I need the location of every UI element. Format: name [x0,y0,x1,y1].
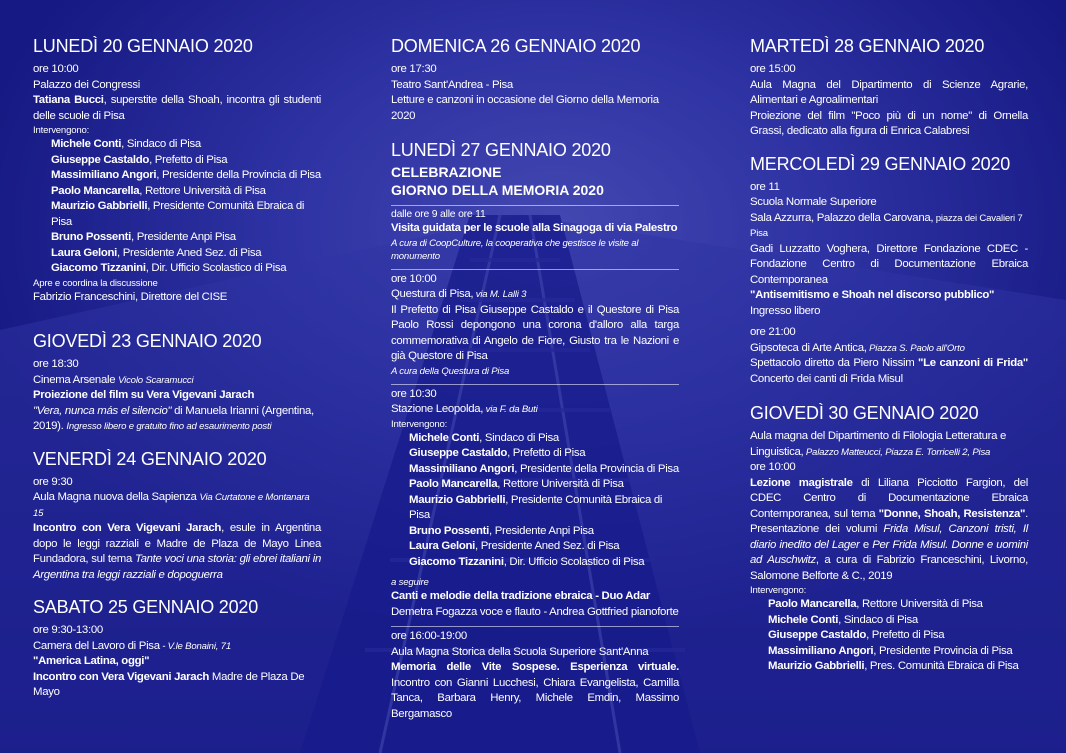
speaker-item [33,261,321,277]
session-time: ore 10:00 [391,272,437,285]
session-description: Il Prefetto di Pisa Giuseppe Castaldo e il Questore di Pisa Paolo Rossi depongono una corona d'alloro alla targa commemorativa di Angelo de Fiore, Giusto tra le Nazioni e già Questore di Pisa [391,303,679,362]
event-description [33,93,321,124]
speaker-name: Giuseppe Castaldo [51,153,150,166]
event-date: GIOVEDÌ 30 GENNAIO 2020 [750,403,979,423]
event-description [33,670,321,701]
speaker-role: , Presidente Comunità Ebraica di Pisa [51,200,305,228]
speaker-role: , Pres. Comunità Ebraica di Pisa [864,660,1019,672]
column-right [750,36,1028,687]
column-center [391,36,679,734]
entry-note: Ingresso libero [750,304,821,317]
speaker-name: Maurizio Gabbrielli [51,200,148,212]
speaker-name: Maurizio Gabbrielli [768,660,865,672]
description-text-3: e [859,538,873,551]
speaker-item [391,446,679,462]
speaker-item [33,184,321,200]
event-theme: Tante voci una storia: gli ebrei italiani in Argentina tra leggi razziali e dopoguerra [33,553,322,581]
speaker-role: , Presidente Comunità Ebraica di Pisa [409,493,663,521]
event-24-jan [33,449,321,584]
event-place [750,429,1028,460]
place-name: Aula Magna nuova della Sapienza [33,491,197,503]
event-25-jan [33,597,321,701]
event-20-jan [33,36,321,305]
description-text: Madre de Plaza De Mayo [33,670,305,698]
event-30-jan [750,403,1028,675]
speaker-role: , Presidente Anpi Pisa [130,231,236,243]
event-date: VENERDÌ 24 GENNAIO 2020 [33,448,267,469]
event-description: Proiezione del film "Poco più di un nome" di Ornella Grassi, dedicato alla figura di Enrica Calabresi [750,109,1028,137]
speaker-item [391,493,679,524]
session-time: ore 21:00 [750,326,796,338]
speaker-item [750,644,1028,660]
event-theme: "Donne, Shoah, Resistenza" [878,507,1026,520]
description-text: , superstite della Shoah, incontra gli studenti delle scuole di Pisa [33,94,321,122]
session-note: A cura di CoopCulture, la cooperativa che gestisce le visite al monumento [391,237,639,262]
speakers-list [33,137,321,277]
place-address: via M. Lalli 3 [473,289,527,300]
description-text: Incontro con Gianni Lucchesi, Chiara Evangelista, Camilla Tanca, Barbara Henry, Michele Emdin, Massimo Bergamasco [391,676,679,720]
room-name: Sala Azzurra, Palazzo della Carovana, [750,211,934,224]
event-27-jan [391,140,679,722]
column-left [33,36,321,713]
speaker-item [33,199,321,230]
event-title: Incontro con Vera Vigevani Jarach [33,522,222,534]
speaker-item [750,613,1028,629]
speaker-name: Michele Conti [768,613,839,626]
place-address: Via Curtatone e Montanara 15 [33,492,310,519]
event-28-jan [750,36,1028,140]
divider [391,205,679,206]
place-name: Gipsoteca di Arte Antica, [750,341,867,354]
event-time: ore 18:30 [33,358,79,370]
guest-name: Tatiana Bucci [33,94,104,106]
speaker-role: , Prefetto di Pisa [149,153,228,166]
speaker-name: Paolo Mancarella [768,598,857,610]
event-title: Lezione magistrale [750,476,853,489]
speaker-name: Massimiliano Angori [51,169,157,181]
speaker-role: , Prefetto di Pisa [866,629,945,641]
speaker-role: , Sindaco di Pisa [121,138,201,150]
event-26-jan [391,36,679,124]
speaker-item [391,524,679,540]
event-29-jan [750,154,1028,388]
divider [391,384,679,385]
speaker-role: , Presidente della Provincia di Pisa [156,169,321,181]
event-time: ore 17:30 [391,63,437,75]
speaker-item [391,555,679,571]
speakers-label: Intervengono: [391,418,448,430]
event-date: MARTEDÌ 28 GENNAIO 2020 [750,36,985,56]
event-room [750,211,1028,242]
event-description: Letture e canzoni in occasione del Giorno della Memoria 2020 [391,94,659,122]
description-text: , esule in Argentina dopo le leggi razziali e Madre de Plaza de Mayo Linea Fundadora, sul tema [33,522,322,565]
speaker-role: , Sindaco di Pisa [479,431,559,444]
session-place [391,402,679,418]
speaker-role: , Presidente Provincia di Pisa [873,644,1013,657]
speaker-name: Massimiliano Angori [768,644,874,657]
speaker-role: , Presidente Aned Sez. di Pisa [117,246,262,259]
follow-label: a seguire [391,577,429,588]
speaker-name: Laura Geloni [409,540,476,552]
speaker-name: Giacomo Tizzanini [51,262,146,274]
event-place: Teatro Sant'Andrea - Pisa [391,78,513,91]
film-title: "Vera, nunca más el silencio" [33,404,172,417]
speaker-item [750,597,1028,613]
speaker-role: , Presidente della Provincia di Pisa [514,462,679,475]
session-description: Demetra Fogazza voce e flauto - Andrea Gottfried pianoforte [391,605,679,618]
description-text-2: Concerto dei canti di Frida Misul [750,372,903,385]
place-address: Palazzo Matteucci, Piazza E. Torricelli 2, Pisa [803,446,991,458]
entry-note: Ingresso libero e gratuito fino ad esaurimento posti [66,421,272,432]
memory-day-heading: GIORNO DELLA MEMORIA 2020 [391,182,604,198]
event-title: "America Latina, oggi" [33,655,150,667]
divider [391,269,679,270]
speaker-item [750,628,1028,644]
event-date: GIOVEDÌ 23 GENNAIO 2020 [33,331,262,351]
speaker-name: Maurizio Gabbrielli [409,493,506,506]
session-place: Aula Magna Storica della Scuola Superiore Sant'Anna [391,645,649,658]
event-date: MERCOLEDÌ 29 GENNAIO 2020 [750,153,1011,174]
session-time: ore 16:00-19:00 [391,630,467,642]
event-place [33,639,321,655]
event-date: LUNEDÌ 27 GENNAIO 2020 [391,140,611,160]
speaker-role: , Sindaco di Pisa [838,613,918,626]
room-address: piazza dei Cavalieri 7 Pisa [750,212,1023,239]
speaker-item [750,659,1028,675]
place-name: Stazione Leopolda, [391,403,484,415]
speaker-name: Massimiliano Angori [409,462,515,475]
event-time: ore 11 [750,180,780,193]
session-title: Canti e melodie della tradizione ebraica - Duo Adar [391,590,650,602]
event-place [33,373,321,389]
event-subtitle: Incontro con Vera Vigevani Jarach [33,670,210,683]
session-note: A cura della Questura di Pisa [391,365,510,377]
speaker-name: Paolo Mancarella [51,184,140,197]
speaker-item [391,539,679,555]
speaker-role: , Rettore Università di Pisa [856,598,983,610]
event-place: Scuola Normale Superiore [750,196,877,208]
speaker-item [391,431,679,447]
event-time: ore 15:00 [750,63,796,75]
speaker-name: Michele Conti [409,431,480,444]
event-place: Aula Magna del Dipartimento di Scienze Agrarie, Alimentari e Agroalimentari [750,78,1028,106]
event-time: ore 10:00 [33,63,79,75]
session-place [391,287,679,303]
speaker-item [391,477,679,493]
speaker-role: , Presidente Aned Sez. di Pisa [475,540,620,552]
speaker-item [33,153,321,169]
description-text: Spettacolo diretto da Piero Nissim [750,357,919,369]
speaker-role: , Prefetto di Pisa [507,447,586,459]
celebration-heading: CELEBRAZIONE [391,164,502,180]
description-text-4: , a cura di Fabrizio Franceschini, Livorno, Salomone Belforte & C., 2019 [750,554,1028,582]
event-time: ore 9:30-13:00 [33,624,103,636]
session-place [750,341,1028,357]
speakers-list [750,597,1028,675]
book-title-2: Per Frida Misul. Donne e uomini ad Auschwitz [750,538,1028,566]
speaker-role: , Rettore Università di Pisa [497,478,624,490]
place-address: via F. da Buti [483,404,538,415]
event-date: SABATO 25 GENNAIO 2020 [33,597,259,617]
session-title: Visita guidata per le scuole alla Sinagoga di via Palestro [391,222,678,234]
event-place: Palazzo dei Congressi [33,78,141,91]
coordinator-label: Apre e coordina la discussione [33,277,158,289]
speaker-item [33,246,321,262]
event-date: DOMENICA 26 GENNAIO 2020 [391,36,641,56]
event-description [33,521,321,583]
coordinator: Fabrizio Franceschini, Direttore del CISE [33,290,228,303]
event-23-jan [33,331,321,435]
place-name: Aula magna del Dipartimento di Filologia Letteratura e Linguistica, [750,430,1007,458]
speaker-role: , Dir. Ufficio Scolastico di Pisa [503,555,645,568]
speaker-name: Michele Conti [51,138,122,150]
event-description [750,476,1028,585]
speaker-name: Paolo Mancarella [409,478,498,490]
speaker-name: Bruno Possenti [51,231,131,243]
speaker-name: Laura Geloni [51,246,118,259]
speaker-item [33,230,321,246]
place-address: Piazza S. Paolo all'Orto [866,342,965,354]
divider [391,626,679,627]
show-title: "Le canzoni di Frida" [918,357,1028,369]
place-address: - V.le Bonaini, 71 [159,640,231,652]
place-name: Camera del Lavoro di Pisa [33,639,160,652]
session-time: dalle ore 9 alle ore 11 [391,209,486,220]
event-place [33,490,321,521]
speaker-role: , Dir. Ufficio Scolastico di Pisa [145,262,287,274]
speaker-item [391,462,679,478]
book-title-1: Frida Misul, Canzoni tristi, Il diario inedito del Lager [750,523,1028,551]
event-time: ore 9:30 [33,475,73,488]
speaker-item [33,137,321,153]
speaker-name: Bruno Possenti [409,524,489,537]
description-text-2: . Presentazione dei volumi [750,507,1028,535]
film-info [33,404,321,435]
event-date: LUNEDÌ 20 GENNAIO 2020 [33,36,253,56]
description-text: di Liliana Picciotto Fargion, del CDEC Centro di Documentazione Ebraica Contemporanea, sul tema [750,476,1028,520]
speaker-name: Giacomo Tizzanini [409,555,504,568]
film-author: di Manuela Irianni (Argentina, 2019). [33,404,314,432]
event-time: ore 10:00 [750,461,796,473]
speaker-name: Giuseppe Castaldo [409,447,508,459]
session-time: ore 10:30 [391,387,437,400]
speaker-name: Giuseppe Castaldo [768,629,867,641]
place-address: Vicolo Scaramucci [118,374,194,386]
session-description [391,660,679,722]
place-name: Questura di Pisa, [391,288,474,300]
event-title: "Antisemitismo e Shoah nel discorso pubblico" [750,289,995,301]
event-title: Proiezione del film su Vera Vigevani Jarach [33,389,255,401]
speaker-role: , Rettore Università di Pisa [139,184,266,197]
speakers-label: Intervengono: [750,585,807,596]
session-title: Memoria delle Vite Sospese. Esperienza virtuale. [391,661,679,673]
speaker-role: , Presidente Anpi Pisa [488,524,594,537]
session-description [750,356,1028,387]
speaker-item [33,168,321,184]
event-description: Gadi Luzzatto Voghera, Direttore Fondazione CDEC - Fondazione Centro di Documentazione Ebraica Contemporanea [750,242,1028,286]
speakers-label: Intervengono: [33,125,90,136]
speakers-list [391,431,679,571]
place-name: Cinema Arsenale [33,373,116,386]
